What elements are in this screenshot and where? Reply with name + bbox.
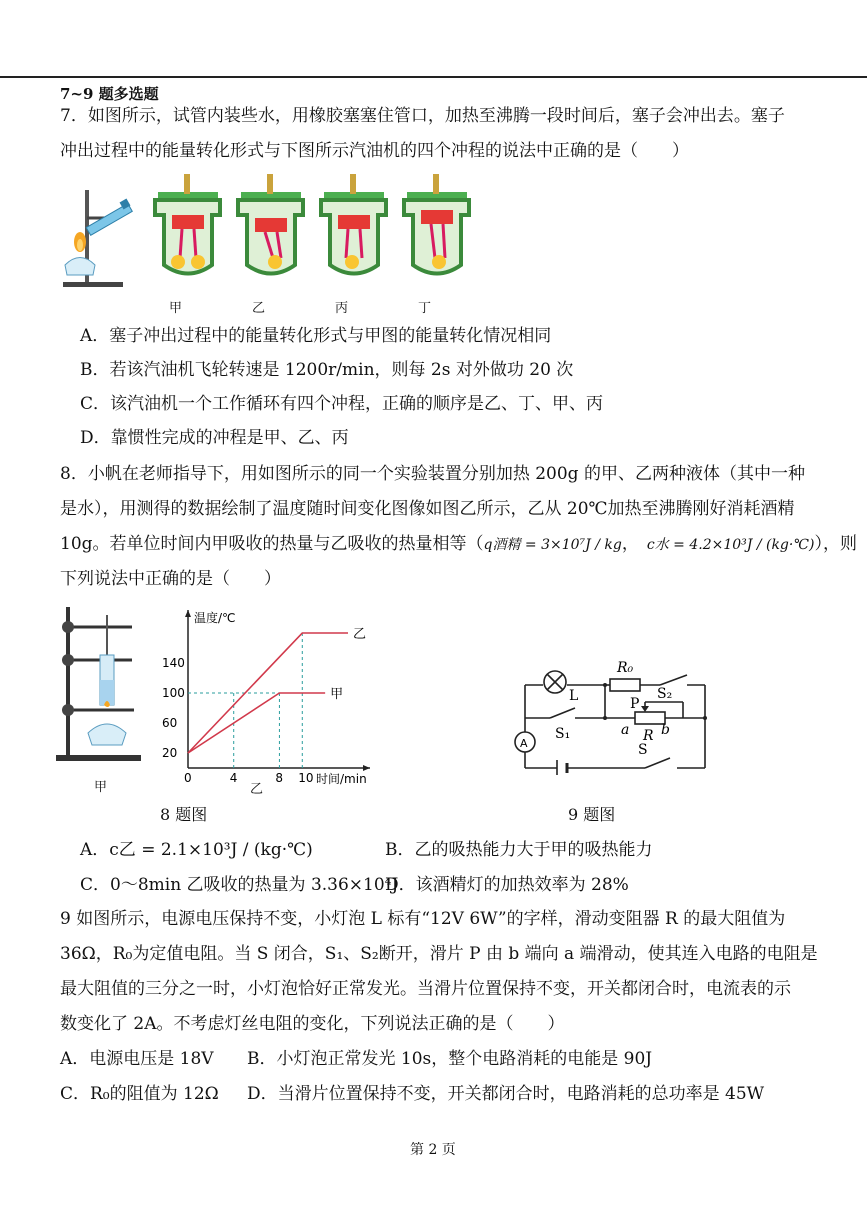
- q9-option-d: D．当滑片位置保持不变，开关都闭合时，电路消耗的总功率是 45W: [247, 1084, 765, 1104]
- q8-line3: 10g。若单位时间内甲吸收的热量与乙吸收的热量相等（q酒精 = 3×10⁷J / kg， c水 = 4.2×10³J / (kg·℃)），则: [60, 534, 857, 554]
- q8-line2: 是水），用测得的数据绘制了温度随时间变化图像如图乙所示，乙从 20℃加热至沸腾刚好消耗酒精: [60, 499, 795, 519]
- test-tube-apparatus: [63, 190, 132, 287]
- y-tick-60: 60: [162, 716, 178, 730]
- x-axis-label: 时间/min: [316, 772, 367, 785]
- header-rule: [0, 76, 867, 78]
- engine-4: [404, 174, 469, 274]
- x-tick-4: 4: [229, 771, 238, 785]
- q8-option-a: A．c乙 = 2.1×10³J / (kg·℃): [80, 840, 313, 860]
- engine-label-4: 丁: [418, 301, 432, 316]
- q9-line3: 最大阻值的三分之一时，小灯泡恰好正常发光。当滑片位置保持不变，开关都闭合时，电流表的示: [60, 979, 791, 999]
- s-label: S: [638, 742, 648, 758]
- graph-label: 乙: [250, 782, 264, 797]
- q8-option-d: D．该酒精灯的加热效率为 28%: [385, 875, 629, 895]
- q7-line2: 冲出过程中的能量转化形式与下图所示汽油机的四个冲程的说法中正确的是（ ）: [60, 141, 689, 161]
- q7-option-d: D．靠惯性完成的冲程是甲、乙、丙: [80, 428, 349, 448]
- engine-3: [321, 174, 386, 274]
- q9-option-b: B．小灯泡正常发光 10s，整个电路消耗的电能是 90J: [247, 1049, 653, 1069]
- q9-line2: 36Ω，R₀为定值电阻。当 S 闭合，S₁、S₂断开，滑片 P 由 b 端向 a 端滑动，使其连入电路的电阻是: [60, 944, 818, 964]
- q7-option-a: A．塞子冲出过程中的能量转化形式与甲图的能量转化情况相同: [80, 326, 552, 346]
- x-axis-arrow: [363, 765, 370, 771]
- temperature-chart: [160, 600, 385, 785]
- s2-label: S₂: [657, 686, 673, 702]
- q9-line1: 9 如图所示，电源电压保持不变，小灯泡 L 标有“12V 6W”的字样，滑动变阻器 R 的最大阻值为: [60, 909, 786, 929]
- q8-line1: 8．小帆在老师指导下，用如图所示的同一个实验装置分别加热 200g 的甲、乙两种液体（其中一种: [60, 464, 805, 484]
- q9-line4: 数变化了 2A。不考虑灯丝电阻的变化，下列说法正确的是（ ）: [60, 1014, 565, 1034]
- q8-figure-caption: 8 题图: [160, 805, 208, 824]
- q8-option-c: C．0～8min 乙吸收的热量为 3.36×10⁴J: [80, 875, 399, 895]
- end-a-label: a: [621, 722, 630, 738]
- page-footer: 第 2 页: [410, 1142, 456, 1158]
- end-b-label: b: [661, 722, 670, 738]
- section-title: 7~9 题多选题: [60, 85, 159, 103]
- r0-resistor: [610, 679, 640, 691]
- q9-option-c: C．R₀的阻值为 12Ω: [60, 1084, 219, 1104]
- y-axis-label: 温度/℃: [194, 611, 236, 625]
- q8-fuel-value: q酒精 = 3×10⁷J / kg: [483, 537, 622, 553]
- series-2-label: 乙: [353, 627, 367, 642]
- q7-option-b: B．若该汽油机飞轮转速是 1200r/min，则每 2s 对外做功 20 次: [80, 360, 574, 380]
- lamp-label: L: [569, 688, 579, 704]
- circuit-diagram: [505, 650, 715, 775]
- engine-label-2: 乙: [252, 301, 266, 316]
- q8-water-heat: c水 = 4.2×10³J / (kg·℃): [646, 537, 815, 553]
- engine-1: [155, 174, 220, 274]
- engine-label-1: 甲: [169, 301, 183, 316]
- q7-line1: 7．如图所示，试管内装些水，用橡胶塞塞住管口，加热至沸腾一段时间后，塞子会冲出去。塞子: [60, 106, 785, 126]
- heating-apparatus: [52, 605, 152, 775]
- x-tick-0: 0: [184, 771, 192, 785]
- q9-figure-caption: 9 题图: [568, 805, 616, 824]
- q7-option-c: C．该汽油机一个工作循环有四个冲程，正确的顺序是乙、丁、甲、丙: [80, 394, 604, 414]
- ammeter-label: A: [520, 737, 528, 750]
- y-tick-100: 100: [162, 686, 185, 700]
- series-1-label: 甲: [330, 687, 344, 702]
- y-axis-arrow: [185, 610, 191, 617]
- q8-option-b: B．乙的吸热能力大于甲的吸热能力: [385, 840, 653, 860]
- series-1-line: [188, 693, 325, 753]
- apparatus-label: 甲: [94, 780, 108, 795]
- r0-label: R₀: [617, 660, 634, 676]
- y-tick-140: 140: [162, 656, 185, 670]
- q9-option-a: A．电源电压是 18V: [60, 1049, 214, 1069]
- s1-label: S₁: [555, 726, 571, 742]
- engine-2: [238, 174, 303, 274]
- q8-line3-end: ），则: [814, 534, 857, 554]
- y-tick-20: 20: [162, 746, 178, 760]
- x-tick-8: 8: [275, 771, 284, 785]
- r-label: R: [643, 728, 654, 744]
- x-tick-10: 10: [298, 771, 314, 785]
- q7-figure: [55, 170, 495, 315]
- q8-line3-start: 10g。若单位时间内甲吸收的热量与乙吸收的热量相等（: [60, 534, 484, 554]
- engine-label-3: 丙: [335, 301, 349, 316]
- q8-line4: 下列说法中正确的是（ ）: [60, 569, 281, 589]
- slider-p-label: P: [630, 696, 640, 712]
